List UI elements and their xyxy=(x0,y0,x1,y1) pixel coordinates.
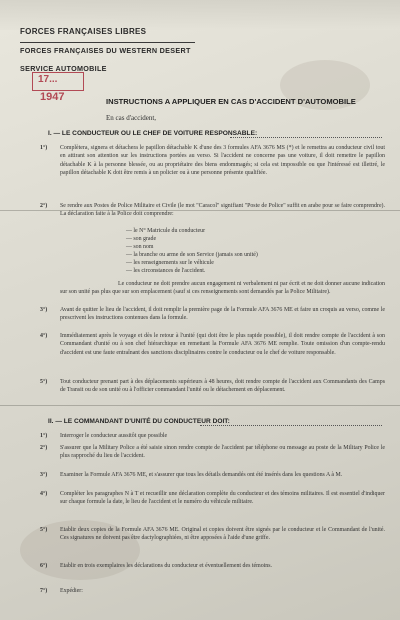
list-item xyxy=(40,202,385,219)
item-number: 2°) xyxy=(40,203,48,209)
list-item xyxy=(40,378,385,395)
item-text: Compléter les paragraphes N à T et recueillir une déclaration complète du conducteur et des témoins militaires. Il est essentiel d'indiquer sur chaque formule la date, le lieu de l'accident et le numéro du véhicule militaire. xyxy=(60,491,385,506)
list-item xyxy=(40,526,385,543)
header-underline xyxy=(20,42,195,43)
sublist-item: — le N° Matricule du conducteur xyxy=(126,228,206,234)
item-number: 4°) xyxy=(40,333,48,339)
item-number: 5°) xyxy=(40,527,48,533)
list-item xyxy=(40,562,385,570)
dotted-leader xyxy=(200,425,382,426)
sublist-item: — les circonstances de l'accident. xyxy=(126,268,206,274)
sublist-item: — les renseignements sur le véhicule xyxy=(126,260,214,266)
item-number: 6°) xyxy=(40,563,48,569)
item-text: Examiner la Formule AFA 3676 ME, et s'assurer que tous les détails demandés ont été insérés dans les questions A à M. xyxy=(60,472,343,478)
list-item xyxy=(40,490,385,507)
item-text: Immédiatement après le voyage et dès le retour à l'unité (qui doit être le plus rapide possible), il doit rendre compte de l'accident à son Commandant d'unité ou à son chef hiérarchique en remettant la Formule AFA 3676 ME remplie. Toute omission d'un compte-rendu d'accident est une faute entraînant des sanctions disciplinaires contre le conducteur ou le chef de voiture responsable. xyxy=(60,333,385,356)
item-text: Complètera, signera et détachera le papillon détachable K d'une des 3 formules AFA 3676 MS (*) et le remettra au conducteur civil tout en attirant son attention sur les instructions portées au verso. Si l'accident ne concerne pas une voiture, il doit remettre le papillon détachable K à la personne blessée, ou au propriétaire des biens endommagés; si cela est impossible ou que l'intéressé est illettré, le papillon détachable K doit être remis à un policier ou à une personne présente qualifiée. xyxy=(60,145,385,176)
sublist-item: — son grade xyxy=(126,236,157,242)
item-number: 3°) xyxy=(40,307,48,313)
document-title: INSTRUCTIONS A APPLIQUER EN CAS D'ACCIDENT D'AUTOMOBILE xyxy=(106,97,356,106)
section-1-heading: I. — LE CONDUCTEUR OU LE CHEF DE VOITURE RESPONSABLE: xyxy=(48,130,258,137)
stamp-number-2: 1947 xyxy=(40,91,65,103)
item-number: 7°) xyxy=(40,588,48,594)
item-text: Se rendre aux Postes de Police Militaire et Civile (le mot "Caracol" signifiant "Poste de Police" suffit en arabe pour se faire comprendre). La déclaration faite à la Police doit comprendre: xyxy=(60,203,385,218)
item-number: 2°) xyxy=(40,445,48,451)
item-number: 1°) xyxy=(40,145,48,151)
item-number: 5°) xyxy=(40,379,48,385)
item-text: Etablir en trois exemplaires les déclarations du conducteur et éventuellement des témoins. xyxy=(60,563,272,569)
dotted-leader xyxy=(230,137,382,138)
item-text: Avant de quitter le lieu de l'accident, il doit remplir la première page de la Formule AFA 3676 ME et faire un croquis au verso, comme le prescrivent les instructions contenues dans la formule. xyxy=(60,307,385,322)
header-line-1: FORCES FRANÇAISES LIBRES xyxy=(20,27,147,36)
list-item xyxy=(40,306,385,323)
item-text: Interroger le conducteur aussitôt que possible xyxy=(60,433,168,439)
list-item xyxy=(40,471,385,479)
list-item xyxy=(40,332,385,357)
intro-text: En cas d'accident, xyxy=(106,114,157,122)
sublist-item: — la branche ou arme de son Service (jamais son unité) xyxy=(126,252,258,258)
item-number: 3°) xyxy=(40,472,48,478)
stamp-number-1: 17... xyxy=(38,74,58,85)
paper-fold xyxy=(0,0,400,30)
item-number: 1°) xyxy=(40,433,48,439)
item-text: Expédier: xyxy=(60,588,83,594)
list-item xyxy=(40,444,385,461)
list-item xyxy=(40,144,385,177)
list-item xyxy=(40,587,385,595)
list-item xyxy=(40,432,385,440)
sublist-item: — son nom xyxy=(126,244,154,250)
red-stamp xyxy=(32,72,82,108)
item-text: Etablir deux copies de la Formule AFA 3676 ME. Original et copies doivent être signés par le conducteur et le Commandant de l'unité. Ces signatures ne doivent pas être dactylographiées, ni être apposées à l'aide d'une griffe. xyxy=(60,527,385,542)
header-line-2: FORCES FRANÇAISES DU WESTERN DESERT xyxy=(20,46,191,55)
item-number: 4°) xyxy=(40,491,48,497)
item-text: Tout conducteur prenant part à des déplacements supérieurs à 48 heures, doit rendre compte de l'accident aux Commandants des Camps de Transit ou de son unité ou à l'officier commandant l'unité ou le détachement en déplacement. xyxy=(60,379,385,394)
header-line-3: SERVICE AUTOMOBILE xyxy=(20,64,107,73)
body-paragraph: Le conducteur ne doit prendre aucun engagement ni verbalement ni par écrit et ne doit donner aucune indication sur son unité pas plus que sur son emplacement (sauf si ces renseignements sont demandés par la Police Militaire). xyxy=(60,281,385,296)
item-text: S'assurer que la Military Police a été saisie sinon rendre compte de l'accident par téléphone ou message au poste de la Military Police le plus rapproché du lieu de l'accident. xyxy=(60,445,385,460)
section-2-heading: II. — LE COMMANDANT D'UNITÉ DU CONDUCTEUR DOIT: xyxy=(48,418,230,425)
paper-crease xyxy=(0,405,400,406)
